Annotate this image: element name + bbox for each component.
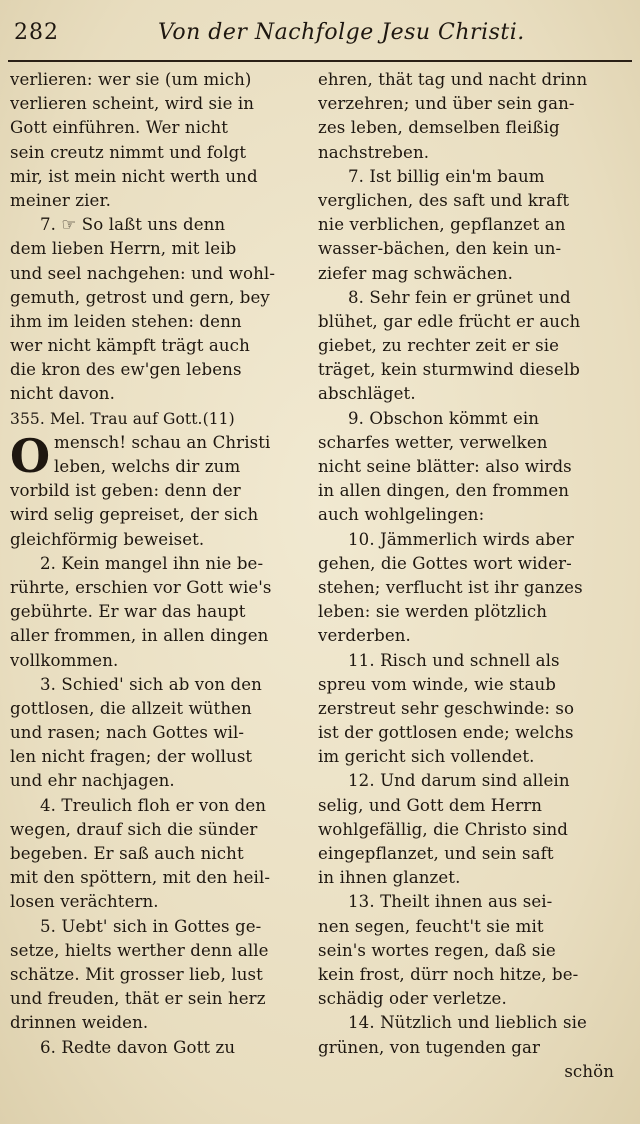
line: 9. Obschon kömmt ein	[348, 408, 540, 428]
line: gehen, die Gottes wort wider-	[318, 553, 572, 573]
left-column	[10, 68, 310, 1060]
line: 14. Nützlich und lieblich sie	[348, 1013, 587, 1033]
line: verzehren; und über sein gan-	[318, 94, 575, 114]
line: begeben. Er saß auch nicht	[10, 844, 244, 863]
line: setze, hielts werther denn alle	[10, 940, 269, 960]
line: nachstreben.	[318, 142, 430, 162]
line: gemuth, getrost und gern, bey	[10, 287, 270, 307]
line: in allen dingen, den frommen	[318, 481, 570, 501]
line: blühet, gar edle frücht er auch	[318, 311, 581, 331]
line: 10. Jämmerlich wirds aber	[348, 529, 574, 549]
line: drinnen weiden.	[10, 1013, 149, 1033]
line: 11. Risch und schnell als	[348, 650, 560, 670]
line: die kron des ew'gen lebens	[10, 360, 242, 380]
hymn-heading: 355. Mel. Trau auf Gott.(11)	[10, 409, 235, 428]
line: ehren, thät tag und nacht drinn	[318, 70, 588, 89]
line: schätze. Mit grosser lieb, lust	[10, 964, 263, 984]
running-title: Von der Nachfolge Jesu Christi.	[158, 20, 525, 45]
line: träget, kein sturmwind dieselb	[318, 360, 580, 380]
line: vorbild ist geben: denn der	[10, 481, 241, 501]
line: verlieren: wer sie (um mich)	[10, 70, 252, 89]
line: giebet, zu rechter zeit er sie	[318, 336, 560, 356]
line: 8. Sehr fein er grünet und	[348, 287, 571, 307]
line: abschläget.	[318, 384, 416, 404]
line: mit den spöttern, mit den heil-	[10, 868, 271, 888]
line: verglichen, des saft und kraft	[318, 190, 570, 210]
line: wasser-bächen, den kein un-	[318, 239, 562, 259]
line: leben, welchs dir zum	[54, 457, 241, 476]
line: vollkommen.	[10, 650, 119, 670]
line: wird selig gepreiset, der sich	[10, 505, 259, 525]
line: verderben.	[318, 626, 411, 646]
line: meiner zier.	[10, 190, 112, 210]
line: schädig oder verletze.	[318, 989, 507, 1009]
line: wegen, drauf sich die sünder	[10, 819, 258, 839]
line: losen verächtern.	[10, 892, 159, 912]
line: wer nicht kämpft trägt auch	[10, 336, 250, 356]
line: len nicht fragen; der wollust	[10, 747, 253, 767]
line: stehen; verflucht ist ihr ganzes	[318, 577, 583, 597]
line: mensch! schau an Christi	[54, 432, 271, 452]
page-header	[8, 18, 632, 58]
line: rührte, erschien vor Gott wie's	[10, 577, 272, 597]
line: aller frommen, in allen dingen	[10, 626, 269, 646]
dropcap-block	[10, 428, 310, 483]
header-rule	[8, 60, 632, 62]
line: scharfes wetter, verwelken	[318, 432, 548, 452]
line: Gott einführen. Wer nicht	[10, 118, 229, 138]
line: kein frost, dürr noch hitze, be-	[318, 964, 579, 984]
line: verlieren scheint, wird sie in	[10, 94, 255, 114]
line: nie verblichen, gepflanzet an	[318, 215, 566, 235]
line: in ihnen glanzet.	[318, 868, 461, 888]
catchword: schön	[564, 1061, 614, 1081]
line: und seel nachgehen: und wohl-	[10, 263, 276, 283]
line: 7. Ist billig ein'm baum	[348, 166, 545, 186]
line: und rasen; nach Gottes wil-	[10, 723, 245, 743]
line: spreu vom winde, wie staub	[318, 674, 557, 694]
line: 13. Theilt ihnen aus sei-	[348, 892, 553, 912]
line: 2. Kein mangel ihn nie be-	[40, 553, 264, 573]
line: grünen, von tugenden gar	[318, 1037, 541, 1057]
line: 12. Und darum sind allein	[348, 771, 570, 791]
line: zerstreut sehr geschwinde: so	[318, 698, 575, 718]
line: nicht davon.	[10, 384, 115, 404]
line: 6. Redte davon Gott zu	[40, 1037, 236, 1057]
line: im gericht sich vollendet.	[318, 747, 535, 767]
page-number: 282	[14, 20, 59, 45]
line: nicht seine blätter: also wirds	[318, 457, 572, 476]
line: dem lieben Herrn, mit leib	[10, 239, 237, 259]
line: nen segen, feucht't sie mit	[318, 916, 544, 936]
line: ziefer mag schwächen.	[318, 263, 514, 283]
line: sein creutz nimmt und folgt	[10, 142, 247, 162]
line: 4. Treulich floh er von den	[40, 795, 267, 815]
line: 5. Uebt' sich in Gottes ge-	[40, 916, 262, 936]
line: und ehr nachjagen.	[10, 771, 175, 791]
line: wohlgefällig, die Christo sind	[318, 819, 568, 839]
line: und freuden, thät er sein herz	[10, 989, 266, 1009]
line: leben: sie werden plötzlich	[318, 602, 548, 622]
line: mir, ist mein nicht werth und	[10, 166, 258, 186]
drop-cap: O	[10, 428, 51, 483]
line: selig, und Gott dem Herrn	[318, 795, 543, 815]
right-column	[318, 68, 624, 1084]
line: 3. Schied' sich ab von den	[40, 674, 262, 694]
line: gebührte. Er war das haupt	[10, 602, 246, 622]
line: gleichförmig beweiset.	[10, 529, 205, 549]
line: ihm im leiden stehen: denn	[10, 311, 242, 331]
line: sein's wortes regen, daß sie	[318, 940, 556, 960]
line: ist der gottlosen ende; welchs	[318, 723, 574, 743]
line: zes leben, demselben fleißig	[318, 118, 560, 138]
line: auch wohlgelingen:	[318, 505, 485, 525]
line: 7. ☞ So laßt uns denn	[40, 215, 226, 235]
line: gottlosen, die allzeit wüthen	[10, 698, 252, 718]
line: eingepflanzet, und sein saft	[318, 844, 554, 863]
